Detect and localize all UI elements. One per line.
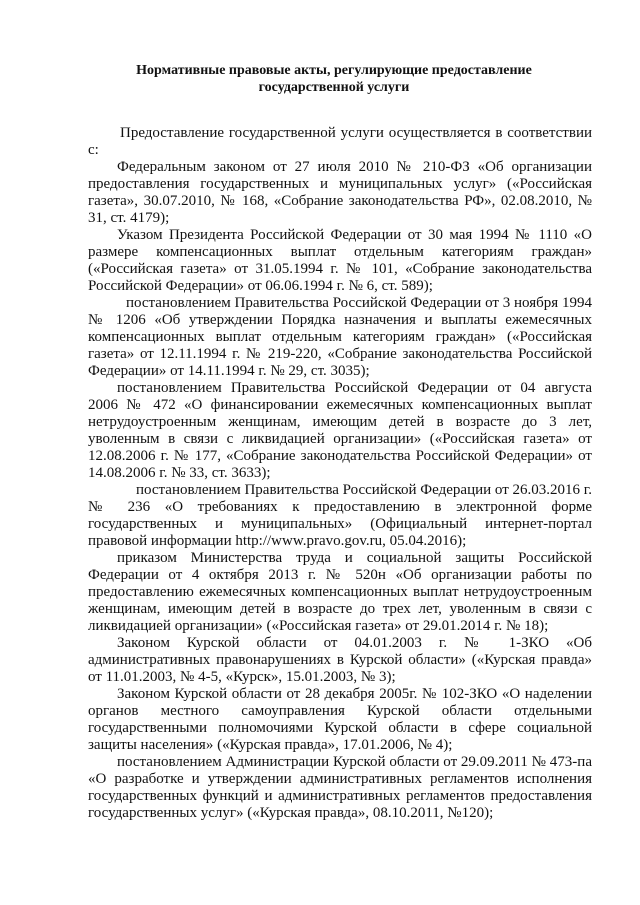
law-paragraph-resolution-472: постановлением Правительства Российской Федерации от 04 августа 2006 № 472 «О финансировании ежемесячных компенсационных выплат нетрудоустроенным женщинам, имеющим детей в возрасте до 3 лет, уволенным в связи с ликвидацией организации» («Российская газета» от 12.08.2006 г. № 177, «Собрание законодательства Российской Федерации» от 14.08.2006 г. № 33, ст. 3633); [88,380,592,481]
law-paragraph-kursk-473pa: постановлением Администрации Курской области от 29.09.2011 № 473-па «О разработке и утверждении административных регламентов исполнения государственных функций и административных регламентов предоставления государственных услуг» («Курская правда», 08.10.2011, №120); [88,754,592,821]
document-title [88,62,592,96]
law-paragraph-resolution-1206: постановлением Правительства Российской Федерации от 3 ноября 1994 № 1206 «Об утверждении Порядка назначения и выплаты ежемесячных компенсационных выплат отдельным категориям граждан» («Российская газета» от 12.11.1994 г. № 219-220, «Собрание законодательства Российской Федерации» от 14.11.1994 г. № 29, ст. 3035); [88,295,592,379]
intro-paragraph: Предоставление государственной услуги осуществляется в соответствии с: [88,125,592,158]
law-paragraph-resolution-236: постановлением Правительства Российской Федерации от 26.03.2016 г. № 236 «О требованиях к предоставлению в электронной форме государственных и муниципальных» (Официальный интернет-портал правовой информации http://www.pravo.gov.ru, 05.04.2016); [88,482,592,549]
title-line-1: Нормативные правовые акты, регулирующие предоставление [136,63,532,78]
law-paragraph-decree-1110: Указом Президента Российской Федерации от 30 мая 1994 № 1110 «О размере компенсационных выплат отдельным категориям граждан» («Российская газета» от 31.05.1994 г. № 101, «Собрание законодательства Российской Федерации» от 06.06.1994 г. № 6, ст. 589); [88,227,592,294]
law-paragraph-kursk-102zko: Законом Курской области от 28 декабря 2005г. № 102-ЗКО «О наделении органов местного самоуправления Курской области отдельными государственными полномочиями Курской области в сфере социальной защиты населения» («Курская правда», 17.01.2006, № 4); [88,686,592,753]
law-paragraph-order-520n: приказом Министерства труда и социальной защиты Российской Федерации от 4 октября 2013 г. № 520н «Об организации работы по предоставлению ежемесячных компенсационных выплат нетрудоустроенным женщинам, имеющим детей в возрасте до трех лет, уволенным в связи с ликвидацией организации» («Российская газета» от 29.01.2014 г. № 18); [88,550,592,634]
title-line-2: государственной услуги [258,80,410,95]
law-paragraph-federal-210: Федеральным законом от 27 июля 2010 № 210-ФЗ «Об организации предоставления государственных и муниципальных услуг» («Российская газета», 30.07.2010, № 168, «Собрание законодательства РФ», 02.08.2010, № 31, ст. 4179); [88,159,592,226]
law-paragraph-kursk-1zko: Законом Курской области от 04.01.2003 г. № 1-ЗКО «Об административных правонарушениях в Курской области» («Курская правда» от 11.01.2003, № 4-5, «Курск», 15.01.2003, № 3); [88,635,592,685]
